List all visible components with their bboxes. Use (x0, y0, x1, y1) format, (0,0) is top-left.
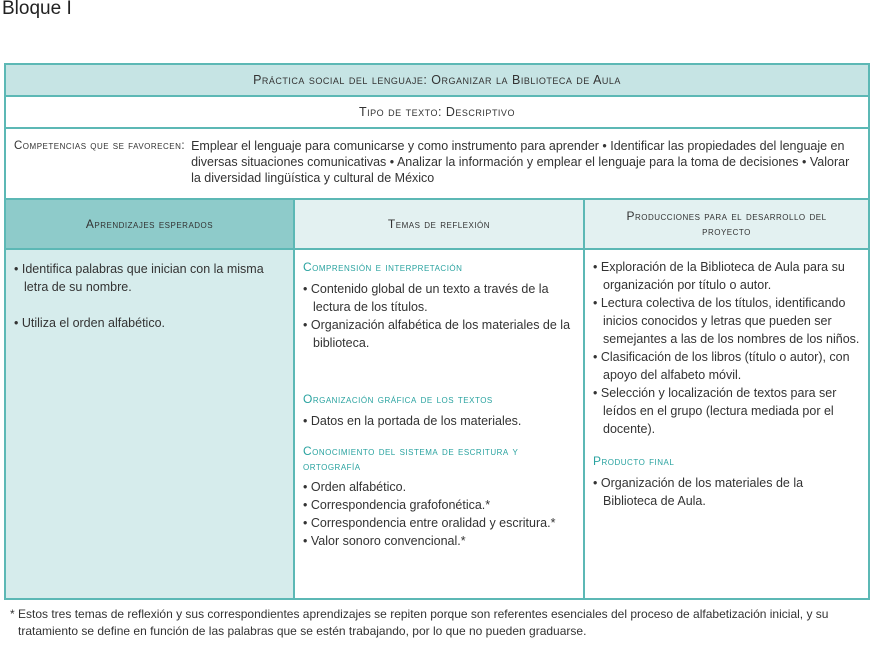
list-item: • Valor sonoro convencional.* (303, 532, 575, 550)
list-item: • Orden alfabético. (303, 478, 575, 496)
competencias-text: Emplear el lenguaje para comunicarse y como instrumento para aprender • Identificar las propiedades del lenguaje en diversas situaciones comunicativas • Analizar la información y emplear el lenguaje para la toma de decisiones • Valorar la diversidad lingüística y cultural de México (191, 139, 850, 185)
list-item: • Organización de los materiales de la Biblioteca de Aula. (593, 474, 860, 510)
page-title: Bloque I (2, 0, 72, 19)
header-aprendizajes: Aprendizajes esperados (6, 200, 295, 248)
tema-heading: Comprensión e interpretación (303, 260, 463, 274)
list-item: • Exploración de la Biblioteca de Aula para su organización por título o autor. (593, 258, 860, 294)
list-item: • Clasificación de los libros (título o autor), con apoyo del alfabeto móvil. (593, 348, 860, 384)
aprendizajes-column (6, 250, 295, 598)
column-headers (6, 200, 868, 250)
list-item: • Lectura colectiva de los títulos, identificando inicios conocidos y letras que pueden ser semejantes a las de los nombres de los niños. (593, 294, 860, 348)
temas-column (295, 250, 585, 598)
list-item: • Correspondencia grafofonética.* (303, 496, 575, 514)
list-item: • Contenido global de un texto a través de la lectura de los títulos. (303, 280, 575, 316)
tipo-texto: Tipo de texto: Descriptivo (6, 97, 868, 129)
tema-heading: Organización gráfica de los textos (303, 392, 493, 406)
list-item: • Correspondencia entre oralidad y escritura.* (303, 514, 575, 532)
footnote: * Estos tres temas de reflexión y sus correspondientes aprendizajes se repiten porque son referentes esenciales del proceso de alfabetización inicial, y su tratamiento se define en función de las palabras que se estén trabajando, por lo que no pueden graduarse. (10, 607, 829, 638)
list-item: • Selección y localización de textos para ser leídos en el grupo (lectura mediada por el docente). (593, 384, 860, 438)
table-body (6, 250, 868, 598)
header-temas: Temas de reflexión (295, 200, 585, 248)
tema-heading: Conocimiento del sistema de escritura y ortografía (303, 444, 519, 473)
list-item: • Identifica palabras que inician con la misma letra de su nombre. (14, 260, 285, 296)
list-item: • Utiliza el orden alfabético. (14, 314, 285, 332)
producto-final-heading: Producto final (593, 454, 675, 468)
competencias (6, 129, 868, 200)
program-table (4, 63, 870, 600)
competencias-label: Competencias que se favorecen: (14, 140, 186, 152)
header-producciones: Producciones para el desarrollo del proyecto (585, 200, 868, 248)
list-item: • Organización alfabética de los materiales de la biblioteca. (303, 316, 575, 352)
producciones-column (585, 250, 868, 598)
practica-social: Práctica social del lenguaje: Organizar la Biblioteca de Aula (6, 65, 868, 97)
list-item: • Datos en la portada de los materiales. (303, 412, 575, 430)
